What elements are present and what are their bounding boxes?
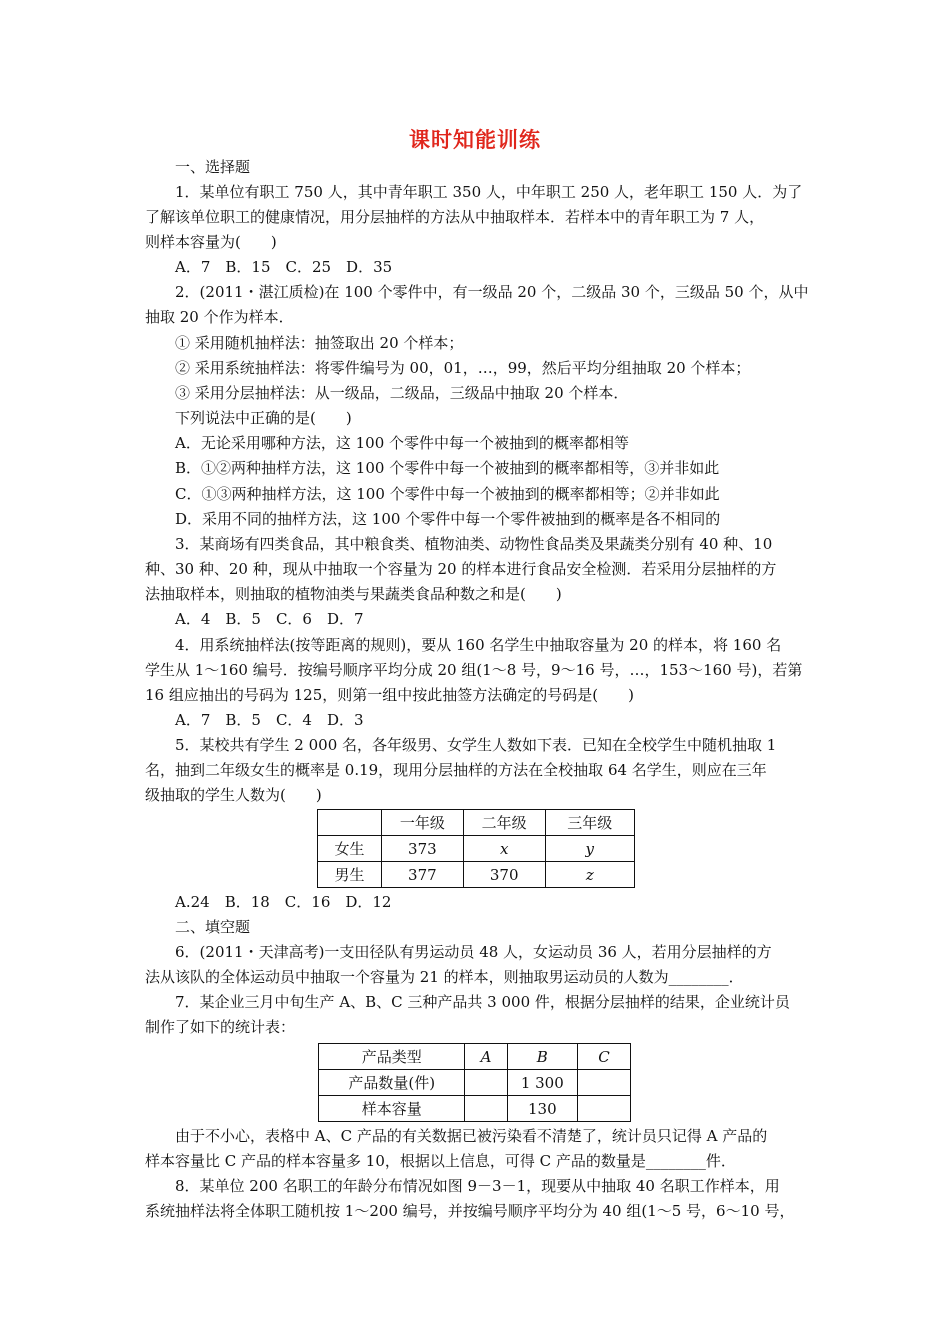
q1-line-1: 1．某单位有职工 750 人，其中青年职工 350 人，中年职工 250 人，老年职工 150 人．为了 (175, 183, 803, 201)
q2-option-b: B．①②两种抽样方法，这 100 个零件中每一个被抽到的概率都相等，③并非如此 (175, 459, 720, 477)
q3-line-1: 3．某商场有四类食品，其中粮食类、植物油类、动物性食品类及果蔬类分别有 40 种、10 (175, 535, 773, 553)
grade-table-cell: 二年级 (463, 810, 545, 836)
page-title: 课时知能训练 (409, 127, 541, 152)
q5-options: A.24 B．18 C．16 D．12 (175, 893, 392, 911)
q8-line-2: 系统抽样法将全体职工随机按 1～200 编号，并按编号顺序平均分为 40 组(1～5 号，6～10 号， (145, 1202, 795, 1220)
q7-line-4: 样本容量比 C 产品的样本容量多 10，根据以上信息，可得 C 产品的数量是________件． (145, 1152, 736, 1170)
section-choice-heading: 一、选择题 (175, 158, 251, 176)
product-table-cell: 样本容量 (319, 1096, 465, 1122)
product-table-cell: A (465, 1044, 507, 1070)
product-table-cell (577, 1096, 630, 1122)
grade-table-cell: 一年级 (381, 810, 463, 836)
grade-table-row (318, 862, 635, 888)
product-table-cell: 产品类型 (319, 1044, 465, 1070)
q4-line-2: 学生从 1～160 编号．按编号顺序平均分成 20 组(1～8 号，9～16 号，…，153～160 号)，若第 (145, 661, 803, 679)
q5-line-2: 名，抽到二年级女生的概率是 0.19，现用分层抽样的方法在全校抽取 64 名学生，则应在三年 (145, 761, 767, 779)
grade-table-row (318, 836, 635, 862)
grade-table-cell: 377 (381, 862, 463, 888)
q4-line-3: 16 组应抽出的号码为 125，则第一组中按此抽签方法确定的号码是( ) (145, 686, 634, 704)
product-table (318, 1043, 631, 1122)
product-table-cell: 产品数量(件) (319, 1070, 465, 1096)
grade-table-cell: 三年级 (545, 810, 634, 836)
q7-line-2: 制作了如下的统计表： (145, 1018, 296, 1036)
q4-options: A．7 B．5 C．4 D．3 (175, 711, 364, 729)
q3-line-3: 法抽取样本，则抽取的植物油类与果蔬类食品种数之和是( ) (145, 585, 562, 603)
grade-table-cell: y (545, 836, 634, 862)
product-table-cell (465, 1070, 507, 1096)
product-table-header (319, 1044, 631, 1070)
grade-table-cell: 373 (381, 836, 463, 862)
product-table-cell: B (507, 1044, 577, 1070)
q2-question: 下列说法中正确的是( ) (175, 409, 352, 427)
q5-line-1: 5．某校共有学生 2 000 名，各年级男、女学生人数如下表．已知在全校学生中随机抽取 1 (175, 736, 777, 754)
product-table-cell: C (577, 1044, 630, 1070)
q2-option-a: A．无论采用哪种方法，这 100 个零件中每一个被抽到的概率都相等 (175, 434, 630, 452)
grade-table-cell (318, 810, 382, 836)
grade-table-cell: x (463, 836, 545, 862)
grade-table (317, 809, 635, 888)
q7-line-1: 7．某企业三月中旬生产 A、B、C 三种产品共 3 000 件，根据分层抽样的结果，企业统计员 (175, 993, 790, 1011)
grade-table-header (318, 810, 635, 836)
grade-table-cell: 女生 (318, 836, 382, 862)
product-table-cell (577, 1070, 630, 1096)
q3-line-2: 种、30 种、20 种，现从中抽取一个容量为 20 的样本进行食品安全检测．若采用分层抽样的方 (145, 560, 777, 578)
q2-statement-1: ① 采用随机抽样法：抽签取出 20 个样本； (175, 334, 464, 352)
q2-line-2: 抽取 20 个作为样本． (145, 308, 294, 326)
grade-table-cell: 男生 (318, 862, 382, 888)
q6-line-1: 6．(2011・天津高考)一支田径队有男运动员 48 人，女运动员 36 人，若用分层抽样的方 (175, 943, 772, 961)
q8-line-1: 8．某单位 200 名职工的年龄分布情况如图 9－3－1，现要从中抽取 40 名职工作样本，用 (175, 1177, 780, 1195)
section-fill-heading: 二、填空题 (175, 918, 251, 936)
product-table-row (319, 1070, 631, 1096)
product-table-cell: 1 300 (507, 1070, 577, 1096)
q2-line-1: 2．(2011・湛江质检)在 100 个零件中，有一级品 20 个，二级品 30 个，三级品 50 个，从中 (175, 283, 809, 301)
product-table-row (319, 1096, 631, 1122)
product-table-cell: 130 (507, 1096, 577, 1122)
grade-table-cell: z (545, 862, 634, 888)
q2-option-c: C．①③两种抽样方法，这 100 个零件中每一个被抽到的概率都相等；②并非如此 (175, 485, 720, 503)
q2-statement-3: ③ 采用分层抽样法：从一级品，二级品，三级品中抽取 20 个样本． (175, 384, 629, 402)
q3-options: A．4 B．5 C．6 D．7 (175, 610, 364, 628)
q4-line-1: 4．用系统抽样法(按等距离的规则)，要从 160 名学生中抽取容量为 20 的样本，将 160 名 (175, 636, 782, 654)
q2-option-d: D．采用不同的抽样方法，这 100 个零件中每一个零件被抽到的概率是各不相同的 (175, 510, 721, 528)
q2-statement-2: ② 采用系统抽样法：将零件编号为 00，01，…，99，然后平均分组抽取 20 个样本； (175, 359, 751, 377)
q1-line-3: 则样本容量为( ) (145, 233, 277, 251)
q5-line-3: 级抽取的学生人数为( ) (145, 786, 322, 804)
q1-line-2: 了解该单位职工的健康情况，用分层抽样的方法从中抽取样本．若样本中的青年职工为 7 人， (145, 208, 765, 226)
q6-line-2: 法从该队的全体运动员中抽取一个容量为 21 的样本，则抽取男运动员的人数为________． (145, 968, 744, 986)
q1-options: A．7 B．15 C．25 D．35 (175, 258, 393, 276)
q7-line-3: 由于不小心，表格中 A、C 产品的有关数据已被污染看不清楚了，统计员只记得 A 产品的 (175, 1127, 768, 1145)
grade-table-cell: 370 (463, 862, 545, 888)
product-table-cell (465, 1096, 507, 1122)
